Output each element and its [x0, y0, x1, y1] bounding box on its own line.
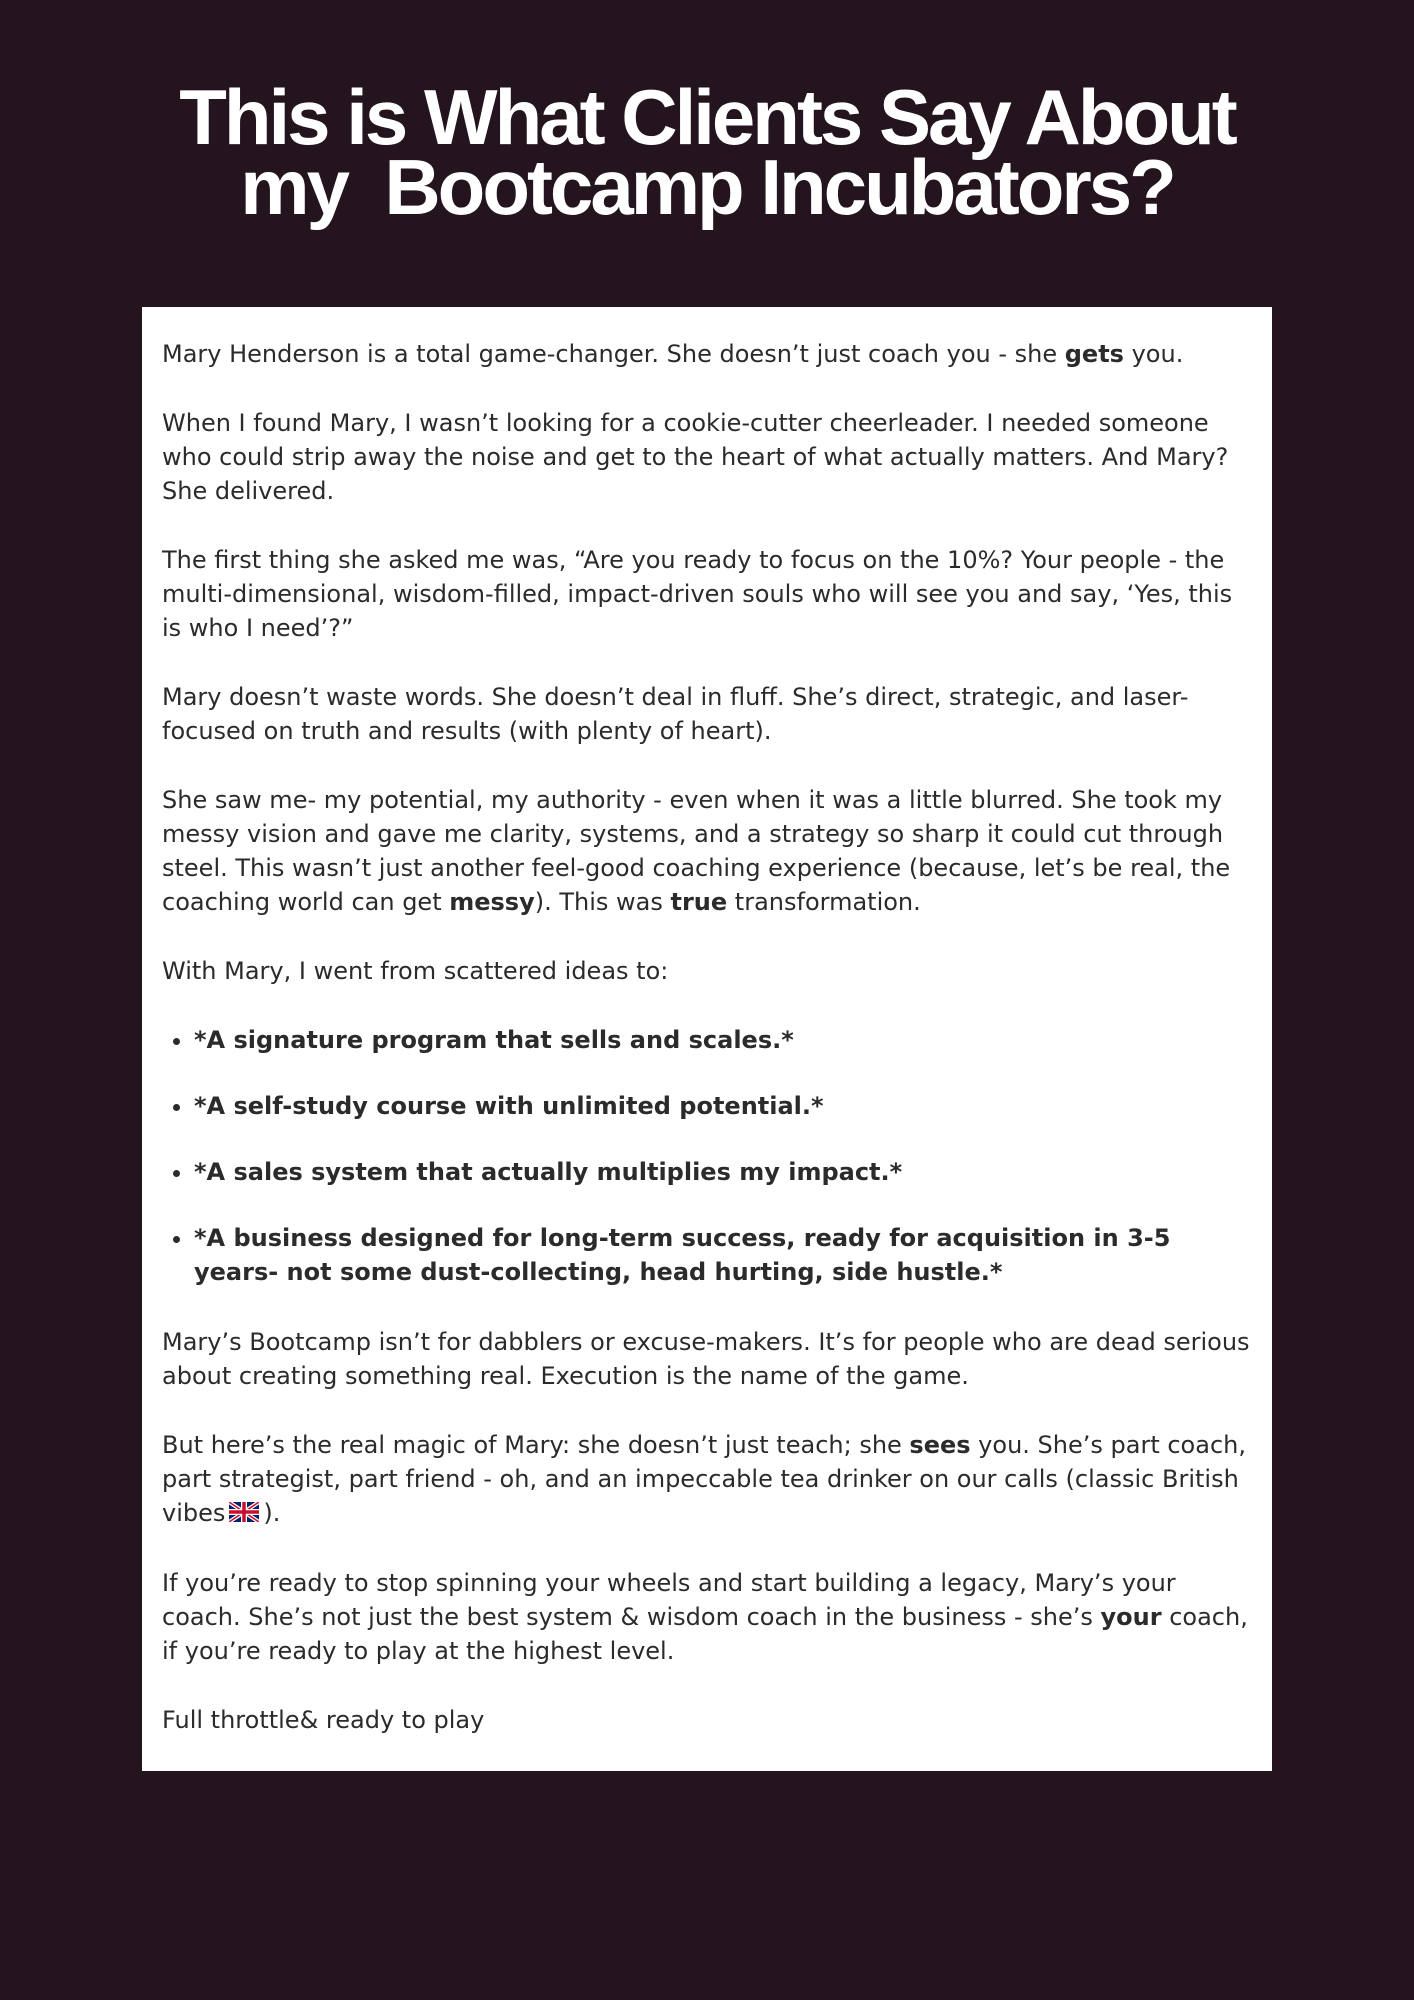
testimonial-paragraph-9 — [162, 1566, 1252, 1668]
text-run: Mary Henderson is a total game-changer. She doesn’t just coach you - she — [162, 340, 1065, 368]
text-run: She saw me- my potential, my authority - even when it was a little blurred. She took my messy vision and gave me clarity, systems, and a strategy so sharp it could cut through steel. This wasn’t just another feel-good coaching experience (because, let’s be real, the coaching world can get — [162, 786, 1231, 916]
testimonial-paragraph-4: Mary doesn’t waste words. She doesn’t deal in fluff. She’s direct, strategic, and laser-focused on truth and results (with plenty of heart). — [162, 683, 1189, 745]
testimonial-paragraph-6: With Mary, I went from scattered ideas to: — [162, 957, 669, 985]
testimonial-card — [142, 307, 1272, 1771]
text-run: coach, if you’re ready to play at the highest level. — [162, 1603, 1248, 1665]
text-run: ). This was — [534, 888, 671, 916]
testimonial-paragraph-1 — [162, 337, 1252, 371]
text-run: If you’re ready to stop spinning your wheels and start building a legacy, Mary’s your coach. She’s not just the best system & wisdom coach in the business - she’s — [162, 1569, 1176, 1631]
emphasis-text: true — [670, 888, 728, 916]
testimonial-paragraph-7: Mary’s Bootcamp isn’t for dabblers or excuse-makers. It’s for people who are dead serious about creating something real. Execution is the name of the game. — [162, 1328, 1250, 1390]
emphasis-text: your — [1100, 1603, 1162, 1631]
testimonial-paragraph-2: When I found Mary, I wasn’t looking for a cookie-cutter cheerleader. I needed someone who could strip away the noise and get to the heart of what actually matters. And Mary? She delivered. — [162, 409, 1229, 505]
text-run: ). — [263, 1499, 281, 1527]
outcomes-list — [162, 1023, 1252, 1289]
emphasis-text: messy — [449, 888, 535, 916]
text-run: transformation. — [727, 888, 921, 916]
testimonial-signoff: Full throttle& ready to play — [162, 1706, 485, 1734]
list-item: • *A self-study course with unlimited potential.* — [194, 1089, 1252, 1123]
text-run: you. She’s part coach, part strategist, part friend - oh, and an impeccable tea drinker on our calls (classic British vibes — [162, 1431, 1246, 1527]
testimonial-paragraph-3: The first thing she asked me was, “Are you ready to focus on the 10%? Your people - the multi-dimensional, wisdom-filled, impact-driven souls who will see you and say, ‘Yes, this is who I need’?” — [162, 546, 1233, 642]
heading-line-1: This is What Clients Say About — [179, 73, 1235, 161]
emphasis-text: sees — [909, 1431, 971, 1459]
heading-line-2: my Bootcamp Incubators? — [240, 143, 1174, 231]
list-item: • *A signature program that sells and scales.* — [194, 1023, 1252, 1057]
text-run: But here’s the real magic of Mary: she doesn’t just teach; she — [162, 1431, 910, 1459]
emphasis-text: gets — [1064, 340, 1124, 368]
testimonial-paragraph-8 — [162, 1428, 1252, 1531]
page-heading — [0, 73, 1414, 231]
testimonial-paragraph-5 — [162, 783, 1252, 919]
uk-flag-icon — [229, 1497, 259, 1531]
text-run: you. — [1123, 340, 1184, 368]
list-item: • *A sales system that actually multiplies my impact.* — [194, 1155, 1252, 1189]
list-item: • *A business designed for long-term success, ready for acquisition in 3-5 years- not some dust-collecting, head hurting, side hustle.* — [194, 1221, 1252, 1289]
